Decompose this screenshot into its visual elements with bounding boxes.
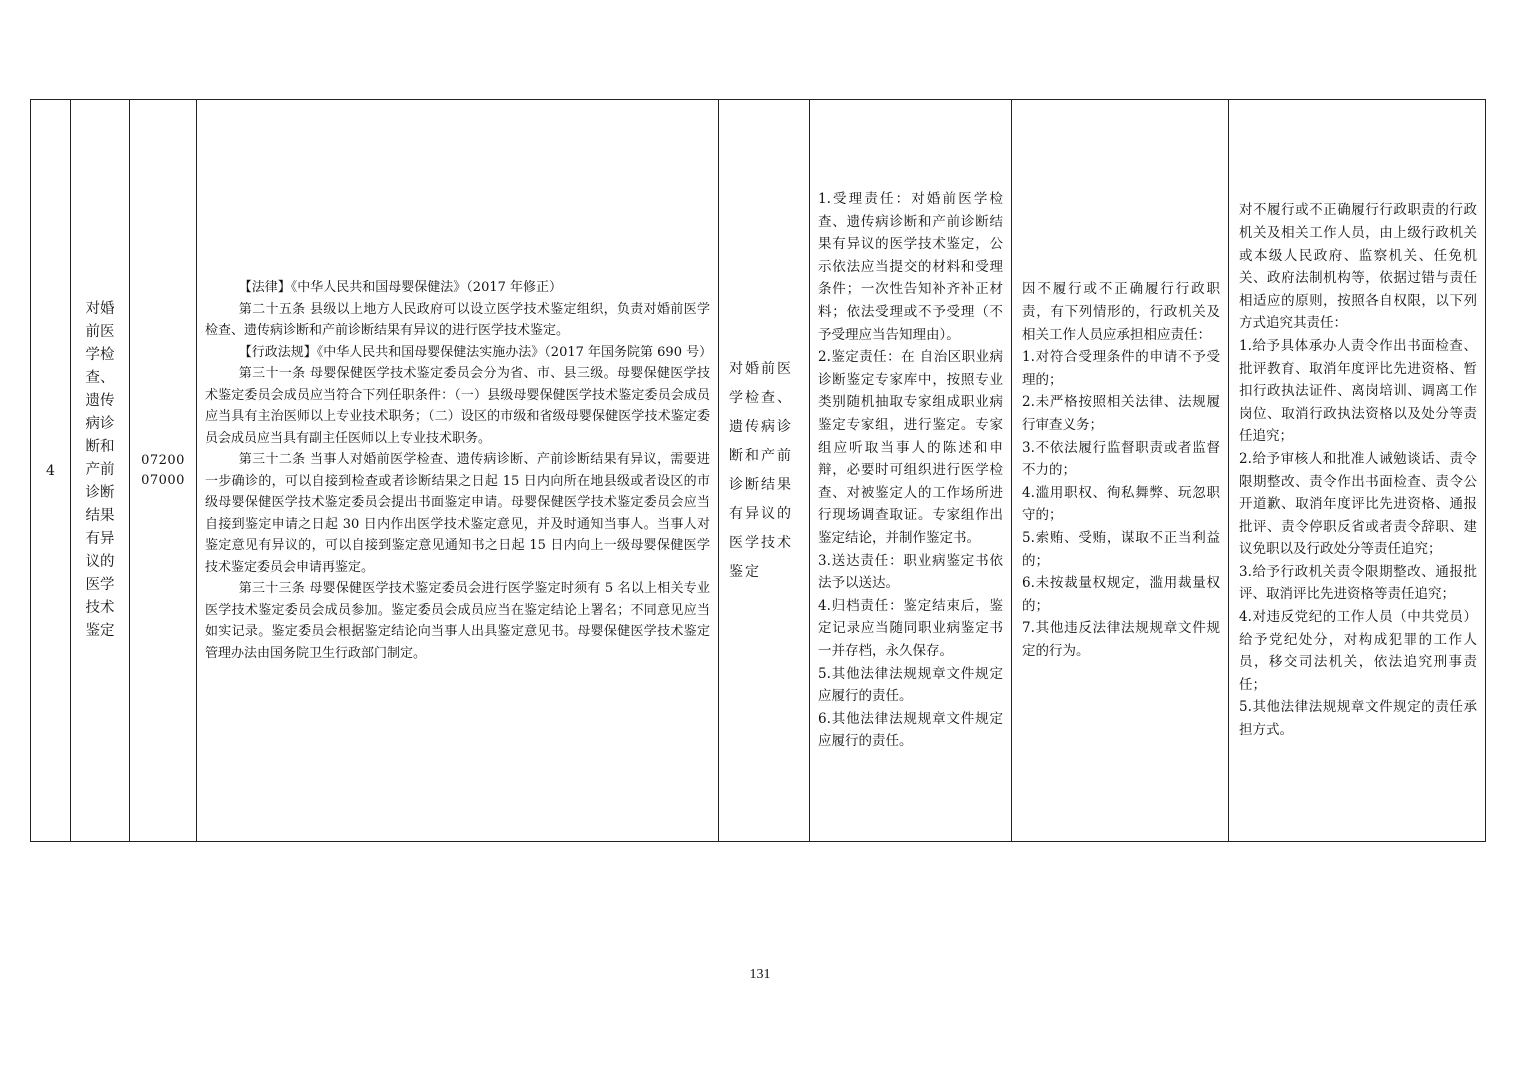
accountability-item: 2.给予审核人和批准人诫勉谈话、责令限期整改、责令作出书面检查、责令公开道歉、取消年度评比先进资格、通报批评、责令停职反省或者责令辞职、建议免职以及行政处分等责任追究； [1239, 450, 1477, 558]
code-cell [130, 100, 197, 842]
condition-item: 6.未按裁量权规定，滥用裁量权的； [1022, 575, 1220, 614]
condition-item: 2.未严格按照相关法律、法规履行审查义务； [1022, 394, 1220, 434]
duties-cell [810, 100, 1012, 842]
condition-item: 5.索贿、受贿，谋取不正当利益的； [1022, 529, 1220, 569]
duty-item: 1.受理责任：对婚前医学检查、遗传病诊断和产前诊断结果有异议的医学技术鉴定，公示依法应当提交的材料和受理条件；一次性告知补齐补正材料；依法受理或不予受理（不予受理应当告知理由）。 [818, 191, 1003, 343]
item-name: 对婚前医学检查、遗传病诊断和产前诊断结果有异议的医学技术鉴定 [85, 301, 115, 639]
condition-item: 1.对符合受理条件的申请不予受理的； [1022, 349, 1220, 388]
page-number: 131 [749, 967, 771, 982]
target-cell [719, 100, 810, 842]
duty-item: 6.其他法律法规规章文件规定应履行的责任。 [818, 710, 1003, 750]
conditions-cell [1012, 100, 1229, 842]
condition-item: 因不履行或不正确履行行政职责，有下列情形的，行政机关及相关工作人员应承担相应责任： [1022, 281, 1220, 343]
accountability-item: 5.其他法律法规规章文件规定的责任承担方式。 [1239, 699, 1477, 739]
target-text: 对婚前医学检查、遗传病诊断和产前诊断结果有异议的医学技术鉴定 [729, 360, 793, 580]
basis-paragraph: 第三十三条 母婴保健医学技术鉴定委员会进行医学鉴定时须有 5 名以上相关专业医学技术鉴定委员会成员参加。鉴定委员会成员应当在鉴定结论上署名；不同意见应当如实记录。鉴定委员会根据鉴定结论向当事人出具鉴定意见书。母婴保健医学技术鉴定管理办法由国务院卫生行政部门制定。 [205, 581, 710, 661]
basis-paragraph: 【行政法规】《中华人民共和国母婴保健法实施办法》（2017 年国务院第 690 号） [238, 344, 713, 360]
condition-item: 7.其他违反法律法规规章文件规定的行为。 [1022, 620, 1220, 659]
legal-basis-cell [197, 100, 719, 842]
code-line-2: 07000 [141, 472, 185, 488]
seq-number: 4 [46, 462, 55, 479]
condition-item: 3.不依法履行监督职责或者监督不力的； [1022, 439, 1220, 479]
duty-item: 3.送达责任：职业病鉴定书依法予以送达。 [818, 552, 1003, 592]
basis-paragraph: 【法律】《中华人民共和国母婴保健法》（2017 年修正） [238, 280, 563, 295]
responsibility-table [30, 99, 1486, 842]
basis-paragraph: 第三十一条 母婴保健医学技术鉴定委员会分为省、市、县三级。母婴保健医学技术鉴定委员会成员应当符合下列任职条件：（一）县级母婴保健医学技术鉴定委员会成员应当具有主治医师以上专业技术职务；（二）设区的市级和省级母婴保健医学技术鉴定委员会成员应当具有副主任医师以上专业技术职务。 [205, 366, 710, 446]
condition-item: 4.滥用职权、徇私舞弊、玩忽职守的； [1022, 484, 1220, 524]
item-name-cell [71, 100, 130, 842]
duty-item: 4.归档责任：鉴定结束后，鉴定记录应当随同职业病鉴定书一并存档，永久保存。 [818, 597, 1003, 659]
basis-paragraph: 第三十二条 当事人对婚前医学检查、遗传病诊断、产前诊断结果有异议，需要进一步确诊的，可以自接到检查或者诊断结果之日起 15 日内向所在地县级或者设区的市级母婴保健医学技术鉴定委员会提出书面鉴定申请。母婴保健医学技术鉴定委员会应当自接到鉴定申请之日起 30 日内作出医学技术鉴定意见，并及时通知当事人。当事人对鉴定意见有异议的，可以自接到鉴定意见通知书之日起 15 日内向上一级母婴保健医学技术鉴定委员会申请再鉴定。 [205, 452, 710, 575]
accountability-cell [1229, 100, 1486, 842]
basis-paragraph: 第二十五条 县级以上地方人民政府可以设立医学技术鉴定组织，负责对婚前医学检查、遗传病诊断和产前诊断结果有异议的进行医学技术鉴定。 [205, 301, 710, 338]
duty-item: 2.鉴定责任：在 自治区职业病诊断鉴定专家库中，按照专业类别随机抽取专家组成职业病鉴定专家组，进行鉴定。专家组应听取当事人的陈述和申辩，必要时可组织进行医学检查、对被鉴定人的工作场所进行现场调查取证。专家组作出鉴定结论，并制作鉴定书。 [818, 349, 1003, 546]
accountability-item: 3.给予行政机关责令限期整改、通报批评、取消评比先进资格等责任追究； [1239, 563, 1477, 603]
seq-cell [31, 100, 71, 842]
accountability-item: 对不履行或不正确履行行政职责的行政机关及相关工作人员，由上级行政机关或本级人民政府、监察机关、任免机关、政府法制机构等，依据过错与责任相适应的原则，按照各自权限，以下列方式追究其责任： [1239, 202, 1477, 332]
duty-item: 5.其他法律法规规章文件规定应履行的责任。 [818, 665, 1003, 705]
table-row [31, 100, 1486, 842]
code-line-1: 07200 [141, 452, 185, 468]
accountability-item: 1.给予具体承办人责令作出书面检查、批评教育、取消年度评比先进资格、暂扣行政执法证件、离岗培训、调离工作岗位、取消行政执法资格以及处分等责任追究； [1239, 337, 1477, 445]
accountability-item: 4.对违反党纪的工作人员（中共党员）给予党纪处分，对构成犯罪的工作人员，移交司法机关，依法追究刑事责任； [1239, 609, 1477, 693]
